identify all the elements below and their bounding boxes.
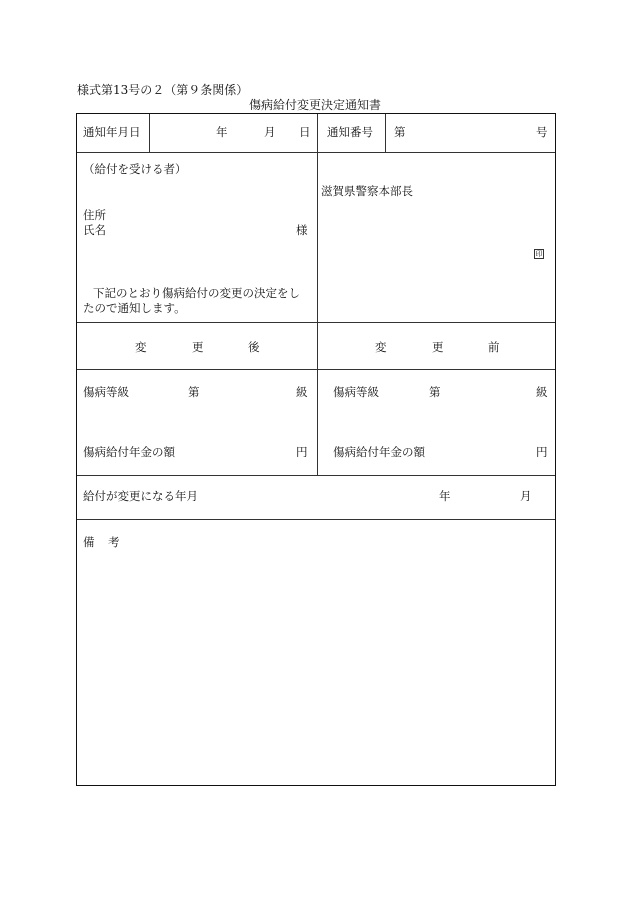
divider-row1 xyxy=(77,152,555,153)
divider-row2 xyxy=(77,322,555,323)
divider-date-label xyxy=(149,114,150,152)
notice-date-year: 年 xyxy=(216,125,228,139)
before-grade-label: 傷病等級 xyxy=(333,385,379,399)
notice-text-line1: 下記のとおり傷病給付の変更の決定をし xyxy=(93,286,300,300)
document-title: 傷病給付変更決定通知書 xyxy=(249,98,382,112)
divider-number-label xyxy=(385,114,386,152)
after-grade-prefix: 第 xyxy=(188,385,200,399)
notice-number-label: 通知番号 xyxy=(327,125,373,139)
remarks-label-char-2: 考 xyxy=(108,535,120,549)
change-date-year: 年 xyxy=(439,489,451,503)
divider-center xyxy=(317,114,318,475)
after-amount-label: 傷病給付年金の額 xyxy=(83,445,175,459)
notice-number-suffix: 号 xyxy=(536,125,548,139)
before-header-char-3: 前 xyxy=(488,340,500,354)
after-header-char-3: 後 xyxy=(248,340,260,354)
before-grade-prefix: 第 xyxy=(429,385,441,399)
divider-row3 xyxy=(77,369,555,370)
recipient-heading: （給付を受ける者） xyxy=(83,162,187,176)
after-grade-label: 傷病等級 xyxy=(83,385,129,399)
before-amount-label: 傷病給付年金の額 xyxy=(333,445,425,459)
after-amount-unit: 円 xyxy=(296,445,308,459)
change-date-label: 給付が変更になる年月 xyxy=(83,489,198,503)
notice-date-label: 通知年月日 xyxy=(83,125,141,139)
remarks-label-char-1: 備 xyxy=(83,535,95,549)
after-grade-suffix: 級 xyxy=(296,385,308,399)
form-number: 様式第13号の２（第９条関係） xyxy=(77,83,249,97)
divider-row5 xyxy=(77,519,555,520)
seal-mark: 印 xyxy=(535,250,543,258)
before-header-char-2: 更 xyxy=(432,340,444,354)
notice-date-month: 月 xyxy=(264,125,276,139)
after-header-char-2: 更 xyxy=(192,340,204,354)
notice-number-prefix: 第 xyxy=(394,125,406,139)
honorific: 様 xyxy=(296,223,308,237)
before-grade-suffix: 級 xyxy=(536,385,548,399)
name-label: 氏名 xyxy=(83,223,106,237)
after-header-char-1: 変 xyxy=(135,340,147,354)
change-date-month: 月 xyxy=(520,489,532,503)
issuer-name: 滋賀県警察本部長 xyxy=(321,184,413,198)
divider-row4 xyxy=(77,475,555,476)
notice-text-line2: たので通知します。 xyxy=(83,301,186,315)
address-label: 住所 xyxy=(83,208,106,222)
notice-date-day: 日 xyxy=(299,125,311,139)
before-header-char-1: 変 xyxy=(375,340,387,354)
before-amount-unit: 円 xyxy=(536,445,548,459)
